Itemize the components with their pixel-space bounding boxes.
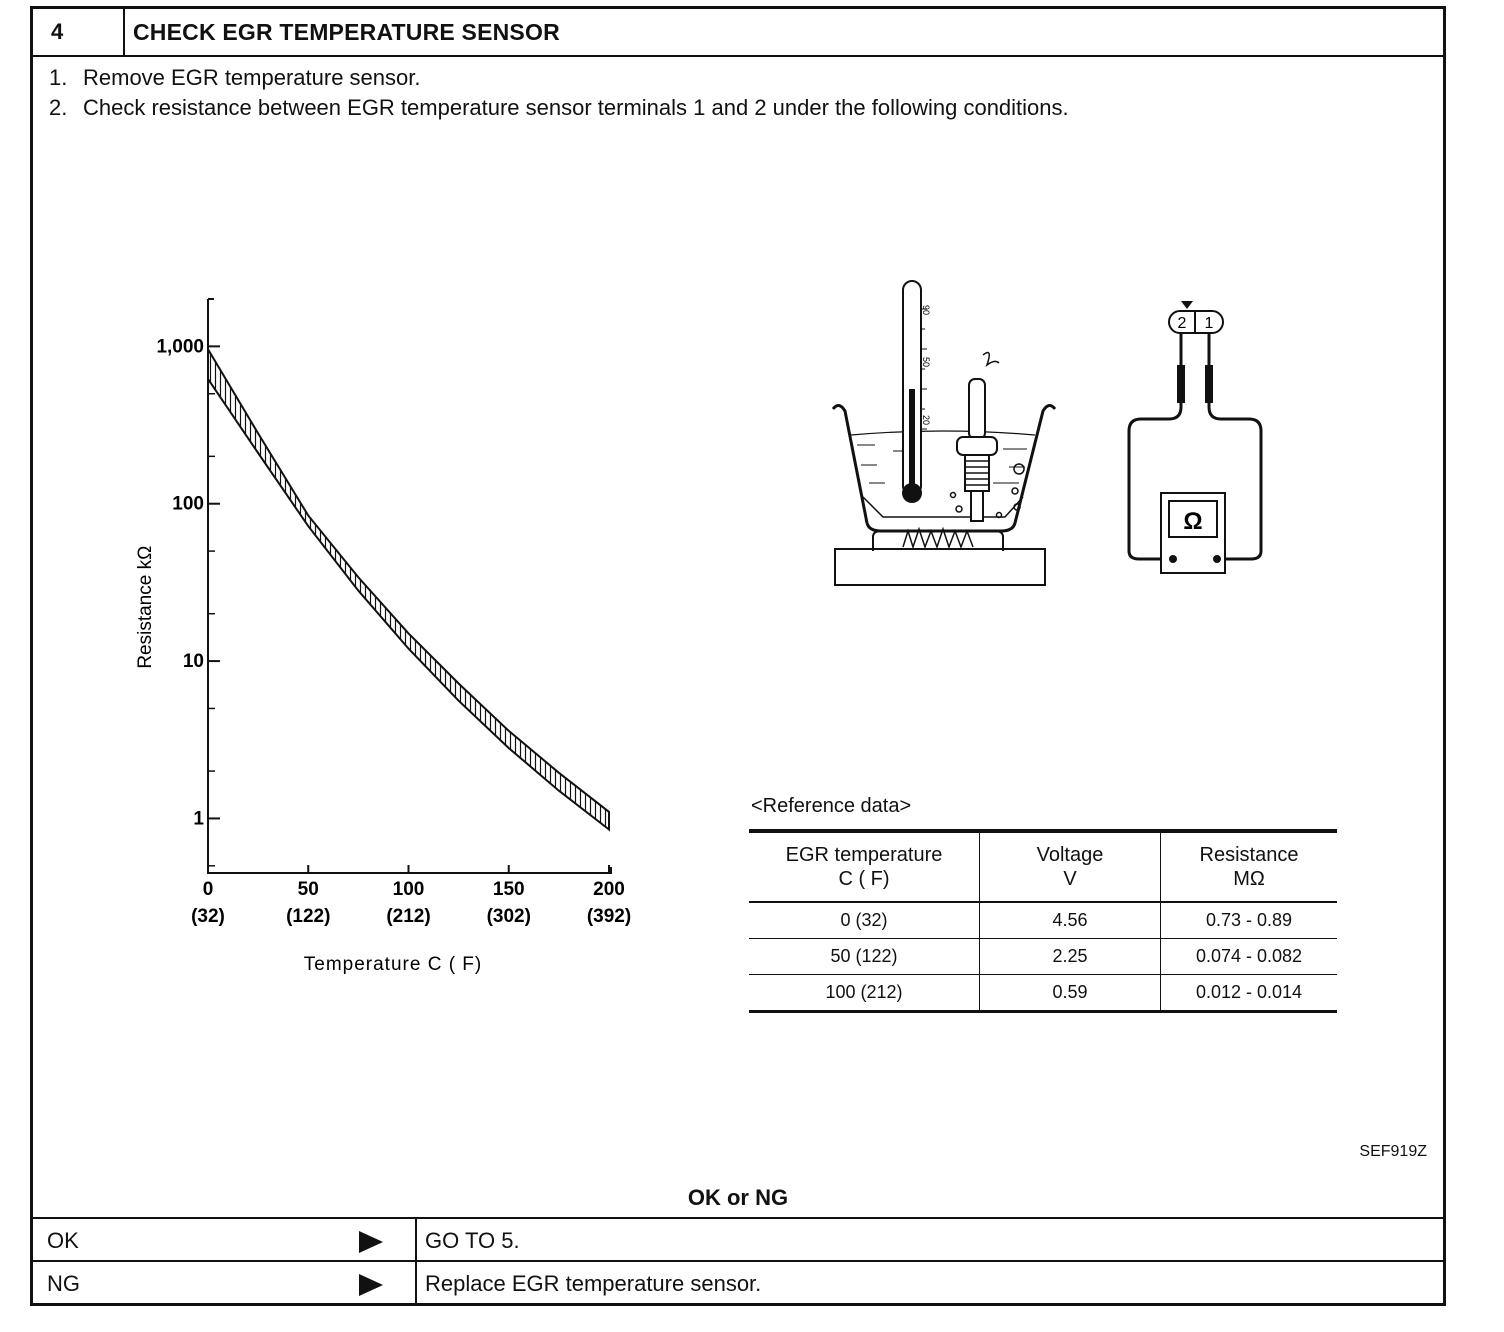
arrow-right-icon — [359, 1274, 383, 1296]
reference-table — [749, 829, 1337, 1013]
divider — [415, 1262, 417, 1305]
cell-temperature: 0 (32) — [749, 902, 980, 939]
x-tick-label: 150 — [492, 879, 525, 900]
divider — [415, 1219, 417, 1262]
ohm-symbol: Ω — [1183, 508, 1203, 535]
instruction-1 — [49, 65, 420, 91]
result-action: Replace EGR temperature sensor. — [425, 1271, 762, 1296]
thermometer-mark: 90 — [921, 305, 931, 316]
x-tick-sublabel: (302) — [486, 906, 531, 927]
x-tick-sublabel: (392) — [586, 906, 632, 927]
cell-voltage: 2.25 — [980, 939, 1161, 975]
instruction-number: 2. — [49, 95, 68, 120]
egr-sensor — [957, 353, 999, 521]
chart-axes — [208, 299, 611, 873]
x-tick-label: 50 — [297, 879, 319, 900]
result-row-ok — [33, 1217, 1443, 1262]
cell-resistance: 0.074 - 0.082 — [1161, 939, 1338, 975]
instruction-number: 1. — [49, 65, 68, 90]
x-tick-sublabel: (32) — [191, 906, 225, 927]
result-key: NG — [47, 1271, 80, 1296]
step-header — [33, 9, 1443, 57]
x-tick-sublabel: (212) — [386, 906, 431, 927]
ohmmeter-illustration — [1119, 295, 1279, 585]
cell-temperature: 100 (212) — [749, 975, 980, 1012]
y-axis-title: Resistance kΩ — [135, 545, 156, 669]
header-temperature: EGR temperature C ( F) — [749, 831, 980, 902]
table-row — [749, 902, 1337, 939]
y-tick-label: 1,000 — [156, 336, 204, 358]
terminal-1-label: 1 — [1204, 315, 1214, 332]
header-resistance: Resistance MΩ — [1161, 831, 1338, 902]
arrow-right-icon — [359, 1231, 383, 1253]
step-title: CHECK EGR TEMPERATURE SENSOR — [133, 19, 560, 45]
x-tick-sublabel: (122) — [286, 906, 331, 927]
table-row — [749, 975, 1337, 1012]
y-tick-label: 1 — [193, 808, 204, 830]
cell-voltage: 4.56 — [980, 902, 1161, 939]
terminal-2-label: 2 — [1177, 315, 1187, 332]
header-voltage: Voltage V — [980, 831, 1161, 902]
resistance-band — [208, 349, 609, 829]
y-tick-label: 10 — [182, 651, 204, 673]
step-number: 4 — [33, 9, 125, 55]
burner-base — [835, 529, 1045, 585]
result-action: GO TO 5. — [425, 1228, 520, 1253]
heating-bath-illustration — [823, 269, 1073, 599]
y-tick-label: 100 — [172, 493, 204, 515]
table-row — [749, 939, 1337, 975]
water-container — [833, 405, 1055, 531]
cell-resistance: 0.012 - 0.014 — [1161, 975, 1338, 1012]
cell-resistance: 0.73 - 0.89 — [1161, 902, 1338, 939]
reference-caption: <Reference data> — [751, 795, 912, 817]
instruction-text: Check resistance between EGR temperature sensor terminals 1 and 2 under the following conditions. — [83, 95, 1069, 120]
ohmmeter — [1161, 493, 1225, 573]
x-tick-label: 200 — [593, 879, 625, 900]
x-axis-title: Temperature C ( F) — [303, 954, 483, 975]
reference-header-row — [749, 831, 1337, 902]
x-tick-label: 100 — [392, 879, 425, 900]
instruction-text: Remove EGR temperature sensor. — [83, 65, 421, 90]
thermometer-mark: 50 — [921, 357, 931, 368]
instruction-2 — [49, 95, 1069, 121]
figure-code: SEF919Z — [1359, 1143, 1427, 1160]
cell-voltage: 0.59 — [980, 975, 1161, 1012]
result-row-ng — [33, 1260, 1443, 1305]
x-tick-label: 0 — [202, 879, 214, 900]
cell-temperature: 50 (122) — [749, 939, 980, 975]
result-title: OK or NG — [687, 1185, 789, 1210]
sensor-connector — [1169, 301, 1223, 333]
thermometer-mark: 20 — [921, 415, 931, 426]
thermometer — [902, 281, 931, 503]
resistance-chart — [33, 259, 693, 999]
procedure-frame — [30, 6, 1446, 1306]
result-key: OK — [47, 1228, 79, 1253]
